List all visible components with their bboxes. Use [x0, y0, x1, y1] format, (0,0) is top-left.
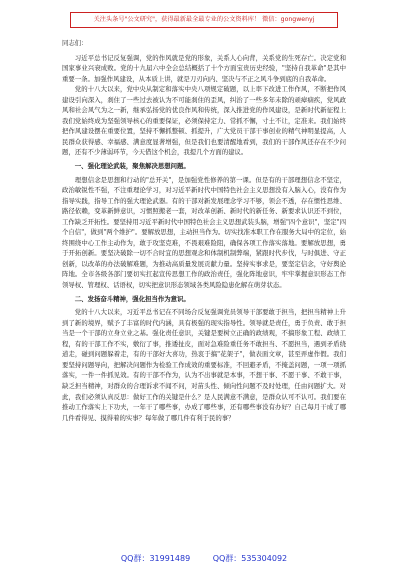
footer-qq-group-2: QQ群：535304092 [212, 554, 288, 563]
section-heading-1: 一、强化理论武装，聚焦解决思想问题。 [74, 162, 190, 171]
promo-banner-text: 关注头条号"公文研究"，获得最新最全最专业的公文资料库！ 微信：gongwenyj [93, 16, 315, 23]
salutation: 同志们： [62, 39, 88, 47]
footer-contacts [0, 553, 408, 564]
intro-paragraph-1: 习近平总书记反复强调，党的作风就是党的形象，关系人心向背，关系党的生死存亡。决定党和国家事业兴衰成败。党的十九届六中全会总结概括了十个方面宝贵历史经验，"坚持自我革命"是其中重要一条。加强作风建设，从本质上讲，就是刀刃向内、坚决与不正之风斗争到底的自我革命。 [62, 53, 346, 83]
intro-paragraph-2: 党的十八大以来，党中央从制定和落实中央八项规定破题，以上率下改进工作作风，不断把作风建设引向深入，刹住了一些过去被认为不可能刹住的歪风，纠治了一些多年未除的顽瘴痼疾，党风政风和社会风气为之一新，继承弘扬党的优良作风和传统，深入推进党的作风建设，是新时代新征程上我们党始终成为坚强领导核心的重要保证，必须保持定力、常抓不懈，寸土不让，定准来。我们始终把作风建设摆在重要位置，坚持不懈抓整顿、抓提升，广大党员干部干事创业的精气神明显提高，人民群众获得感、幸福感、满意度显著增强，但是我们也要清醒地看到，我们的干部作风还存在不少问题，还有不少薄弱环节，今天借这个机会，我提几个方面的建议。 [62, 85, 346, 157]
promo-banner [70, 12, 338, 28]
section-1-paragraph-1: 理想信念是思想和行动的"总开关"，是加强党性修养的第一课。但是有的干部理想信念不坚定，政治敏锐性不强，不注重理论学习，对习近平新时代中国特色社会主义思想没有入脑入心，没有作为指导实践，指导工作的强大理论武器。有的干部对新发展理念学习不够，领会不透，存在惯性思维、路径依赖，变革新鲜意识，习惯照搬老一套，对改革创新、新时代的新任务、新要求认识还不到位，工作缺乏开拓性。要坚持用习近平新时代中国特色社会主义思想武装头脑，增强"四个意识"，坚定"四个自信"，做到"两个维护"。要解放思想，主动担当作为。切实找准本职工作在服务大局中的定位，始终围绕中心工作主动作为，敢于攻坚克难，不畏艰难险阻，确保各项工作落实落地。要解放思想，勇于开拓创新。要坚决破除一切不合时宜的思想观念和体制机制弊端，紧跟时代步伐，与时俱进、守正创新，以改革的办法破解难题，为推动高质量发展贡献力量。坚持实事求是，要坚定信念，守好舆论阵地。全市各级各部门要切实扛起宣传思想工作的政治责任，强化阵地意识，牢牢掌握意识形态工作领导权、管理权、话语权，切实把意识形态领域各类风险隐患化解在萌芽状态。 [62, 175, 346, 290]
section-heading-2: 二、发扬奋斗精神，强化担当作为意识。 [74, 294, 190, 303]
document-body [62, 38, 346, 423]
footer-qq-group-1: QQ群：31991489 [120, 554, 191, 563]
section-2-paragraph-1: 党的十八大以来，习近平总书记在不同场合反复强调党员领导干部要敢于担当，把担当精神上升到了新的境界，赋予了丰富的时代内涵，具有极强的现实指导性。领导就是责任，勇于负责、敢于担当是一个干部的立身立业之基。强化责任意识，关键是要树立正确的政绩观，不搞形象工程、政绩工程，有的干部工作不实，敷衍了事，推诿扯皮，面对急难险重任务不敢担当、不愿担当，遇到矛盾绕道走，碰到问题躲着走，有的干部好大喜功，热衷于搞"花架子"，做表面文章，甚至弄虚作假。我们要坚持问题导向，把解决问题作为检验工作成效的重要标准，不回避矛盾，不掩盖问题，一项一项抓落实，一件一件抓见效。有的干部不作为，认为不出事就是本事，不想干事、不愿干事、不敢干事，缺乏担当精神，对群众的合理诉求不闻不问，对苗头性、倾向性问题不及时处理，任由问题扩大。对此，我们必须认真反思：做好工作的关键是什么？是人民满意不满意，是群众认可不认可。我们要在推动工作落实上下功夫，一年干了哪些事，办成了哪些事，还有哪些事没有办好？自己每月干成了哪几件看得见、摸得着的实事？每年做了哪几件有利于民的事？ [62, 308, 346, 422]
